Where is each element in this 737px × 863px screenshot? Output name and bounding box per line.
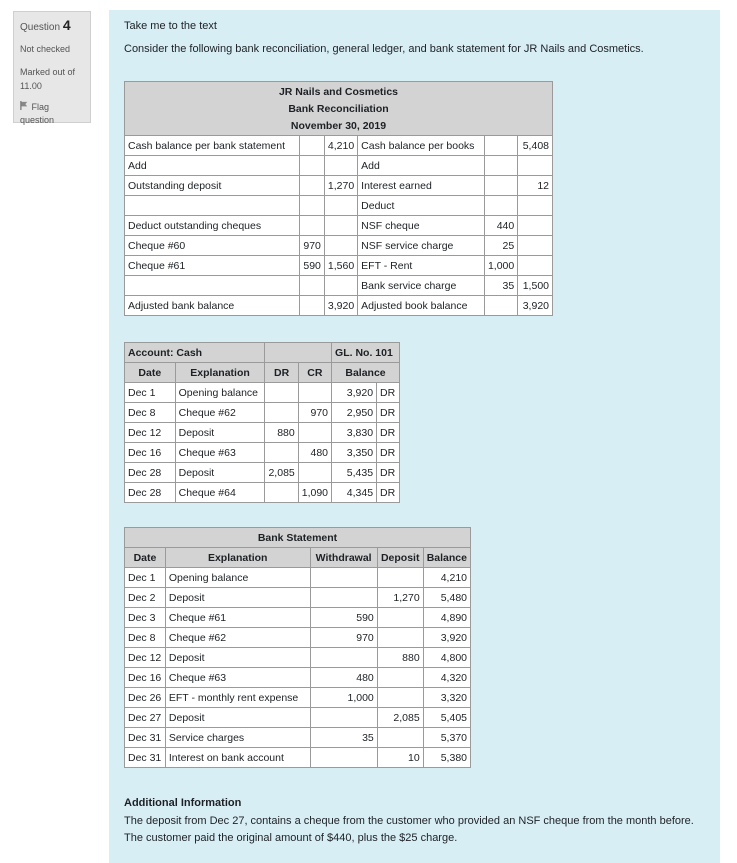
flag-question-toggle[interactable] [20,101,84,127]
statement-cell: Deposit [165,588,310,608]
statement-cell: Dec 26 [125,688,166,708]
reconciliation-date: November 30, 2019 [290,120,387,132]
reconciliation-cell [484,196,517,216]
statement-cell: 4,320 [423,668,470,688]
ledger-cell: 3,830 [332,423,377,443]
reconciliation-cell [324,156,357,176]
reconciliation-cell: Interest earned [358,176,485,196]
statement-cell: 10 [377,748,423,768]
ledger-row [125,463,400,483]
statement-cell: Dec 31 [125,728,166,748]
statement-cell [377,628,423,648]
statement-cell: 1,270 [377,588,423,608]
statement-row [125,708,471,728]
ledger-cell [265,443,298,463]
reconciliation-row [125,236,553,256]
statement-cell: 590 [310,608,377,628]
reconciliation-cell: Cash balance per books [358,136,485,156]
question-intro: Consider the following bank reconciliation, general ledger, and bank statement for JR Nails and Cosmetics. [124,43,644,55]
statement-cell [310,588,377,608]
reconciliation-cell [518,236,553,256]
statement-cell: 3,920 [423,628,470,648]
reconciliation-cell: Add [125,156,300,176]
ledger-cell [298,463,331,483]
statement-cell: Cheque #61 [165,608,310,628]
statement-cell: 4,210 [423,568,470,588]
statement-cell: Interest on bank account [165,748,310,768]
reconciliation-cell [299,176,324,196]
reconciliation-cell [324,216,357,236]
skip-to-text-link[interactable]: Take me to the text [124,20,217,32]
ledger-cell: 2,085 [265,463,298,483]
ledger-cell: Dec 8 [125,403,176,423]
ledger-cell: 1,090 [298,483,331,503]
ledger-row [125,483,400,503]
ledger-account: Account: Cash [125,343,265,363]
reconciliation-cell: 25 [484,236,517,256]
ledger-cell [265,483,298,503]
ledger-cell: 880 [265,423,298,443]
statement-cell: 3,320 [423,688,470,708]
ledger-cell: 2,950 [332,403,377,423]
ledger-cell: 4,345 [332,483,377,503]
statement-row [125,648,471,668]
reconciliation-cell [324,196,357,216]
ledger-cell: DR [377,423,400,443]
reconciliation-row [125,156,553,176]
ledger-cell: Dec 16 [125,443,176,463]
reconciliation-cell [484,176,517,196]
reconciliation-cell [125,276,300,296]
reconciliation-cell: Bank service charge [358,276,485,296]
statement-cell: 1,000 [310,688,377,708]
reconciliation-cell: 3,920 [324,296,357,316]
reconciliation-header [125,82,553,136]
ledger-cell [265,383,298,403]
reconciliation-cell [324,236,357,256]
reconciliation-cell: 35 [484,276,517,296]
ledger-cell [298,383,331,403]
reconciliation-cell: 440 [484,216,517,236]
reconciliation-cell [299,156,324,176]
ledger-gl-number: GL. No. 101 [332,343,400,363]
reconciliation-row [125,176,553,196]
ledger-account-row [125,343,400,363]
statement-cell: 4,890 [423,608,470,628]
statement-cell: Dec 3 [125,608,166,628]
reconciliation-cell [518,196,553,216]
reconciliation-cell: Cash balance per bank statement [125,136,300,156]
statement-cell: Deposit [165,648,310,668]
ledger-row [125,423,400,443]
statement-cell: 5,370 [423,728,470,748]
ledger-cell: Cheque #63 [175,443,265,463]
statement-row [125,688,471,708]
reconciliation-cell [324,276,357,296]
statement-cell: Cheque #63 [165,668,310,688]
ledger-cell: DR [377,463,400,483]
statement-header-cell: Date [125,548,166,568]
reconciliation-cell [484,296,517,316]
question-number: Question 4 [20,17,71,33]
ledger-cell: 3,920 [332,383,377,403]
statement-cell: Service charges [165,728,310,748]
ledger-cell: 5,435 [332,463,377,483]
additional-info-text: The deposit from Dec 27, contains a cheque from the customer who provided an NSF cheque from the month before. The customer paid the original amount of $440, plus the $25 charge. [124,815,694,844]
reconciliation-company: JR Nails and Cosmetics [278,86,399,98]
reconciliation-row [125,296,553,316]
additional-info-title: Additional Information [124,797,242,809]
reconciliation-row [125,136,553,156]
reconciliation-cell: 1,500 [518,276,553,296]
reconciliation-cell: 1,000 [484,256,517,276]
flag-icon [20,102,32,112]
ledger-cell: 970 [298,403,331,423]
statement-header-cell: Deposit [377,548,423,568]
ledger-cell: Opening balance [175,383,265,403]
statement-header-cell: Explanation [165,548,310,568]
reconciliation-cell: EFT - Rent [358,256,485,276]
ledger-cell: DR [377,383,400,403]
reconciliation-cell: 590 [299,256,324,276]
statement-cell [377,608,423,628]
reconciliation-cell: Adjusted book balance [358,296,485,316]
statement-cell [377,568,423,588]
reconciliation-cell: 970 [299,236,324,256]
bank-reconciliation-table [124,81,553,316]
ledger-cell: Dec 1 [125,383,176,403]
statement-cell: 480 [310,668,377,688]
reconciliation-cell: Deduct outstanding cheques [125,216,300,236]
question-status: Not checked [20,44,71,54]
general-ledger-table [124,342,400,503]
statement-row [125,628,471,648]
reconciliation-cell [299,136,324,156]
reconciliation-cell: Adjusted bank balance [125,296,300,316]
statement-cell: 5,405 [423,708,470,728]
statement-cell [377,668,423,688]
ledger-row [125,383,400,403]
reconciliation-cell: Cheque #61 [125,256,300,276]
statement-cell: EFT - monthly rent expense [165,688,310,708]
statement-cell [310,748,377,768]
reconciliation-cell [518,216,553,236]
reconciliation-cell: 5,408 [518,136,553,156]
reconciliation-row [125,216,553,236]
statement-cell: 35 [310,728,377,748]
statement-cell: 4,800 [423,648,470,668]
reconciliation-cell [125,196,300,216]
statement-cell [310,648,377,668]
statement-cell [310,568,377,588]
ledger-cell: DR [377,483,400,503]
ledger-header-row [125,363,400,383]
statement-cell [377,688,423,708]
ledger-cell: Cheque #62 [175,403,265,423]
reconciliation-cell [518,256,553,276]
reconciliation-title: Bank Reconciliation [288,103,389,115]
reconciliation-cell [299,276,324,296]
statement-cell: Deposit [165,708,310,728]
statement-cell: Dec 16 [125,668,166,688]
statement-cell: Dec 1 [125,568,166,588]
reconciliation-cell: 1,270 [324,176,357,196]
ledger-row [125,403,400,423]
reconciliation-cell: 4,210 [324,136,357,156]
ledger-cell: Dec 28 [125,463,176,483]
statement-row [125,748,471,768]
reconciliation-cell: Deduct [358,196,485,216]
ledger-cell: 3,350 [332,443,377,463]
ledger-header-cell: Date [125,363,176,383]
question-info-box [13,11,91,123]
ledger-cell: Dec 28 [125,483,176,503]
statement-header-row [125,548,471,568]
reconciliation-cell: NSF cheque [358,216,485,236]
ledger-cell: Deposit [175,423,265,443]
statement-row [125,588,471,608]
reconciliation-cell [299,196,324,216]
reconciliation-cell [518,156,553,176]
statement-cell: Cheque #62 [165,628,310,648]
reconciliation-cell [484,156,517,176]
statement-cell: 2,085 [377,708,423,728]
reconciliation-cell: Outstanding deposit [125,176,300,196]
statement-row [125,568,471,588]
reconciliation-cell [299,296,324,316]
ledger-header-cell: CR [298,363,331,383]
reconciliation-cell: 12 [518,176,553,196]
ledger-cell: Dec 12 [125,423,176,443]
statement-cell: 5,380 [423,748,470,768]
statement-cell: Dec 31 [125,748,166,768]
reconciliation-cell: 3,920 [518,296,553,316]
ledger-header-cell: Balance [332,363,400,383]
reconciliation-row [125,256,553,276]
reconciliation-cell: NSF service charge [358,236,485,256]
reconciliation-cell [299,216,324,236]
ledger-cell: Deposit [175,463,265,483]
ledger-header-cell: DR [265,363,298,383]
statement-cell: 970 [310,628,377,648]
reconciliation-cell: Cheque #60 [125,236,300,256]
statement-cell: Dec 12 [125,648,166,668]
statement-row [125,728,471,748]
ledger-header-cell: Explanation [175,363,265,383]
question-marks: Marked out of 11.00 [20,67,76,91]
statement-cell: 5,480 [423,588,470,608]
statement-cell [377,728,423,748]
statement-row [125,608,471,628]
bank-statement-table [124,527,471,768]
reconciliation-row [125,196,553,216]
ledger-cell: 480 [298,443,331,463]
ledger-row [125,443,400,463]
reconciliation-row [125,276,553,296]
ledger-cell: DR [377,443,400,463]
statement-cell: Dec 27 [125,708,166,728]
flag-label: Flag question [20,102,55,125]
statement-header-cell: Withdrawal [310,548,377,568]
statement-cell: 880 [377,648,423,668]
reconciliation-cell [484,136,517,156]
statement-cell: Opening balance [165,568,310,588]
reconciliation-cell: Add [358,156,485,176]
statement-title: Bank Statement [125,528,471,548]
statement-row [125,668,471,688]
statement-cell: Dec 8 [125,628,166,648]
ledger-cell [265,403,298,423]
statement-cell [310,708,377,728]
statement-cell: Dec 2 [125,588,166,608]
ledger-cell: Cheque #64 [175,483,265,503]
statement-header-cell: Balance [423,548,470,568]
reconciliation-cell: 1,560 [324,256,357,276]
ledger-cell: DR [377,403,400,423]
ledger-cell [298,423,331,443]
